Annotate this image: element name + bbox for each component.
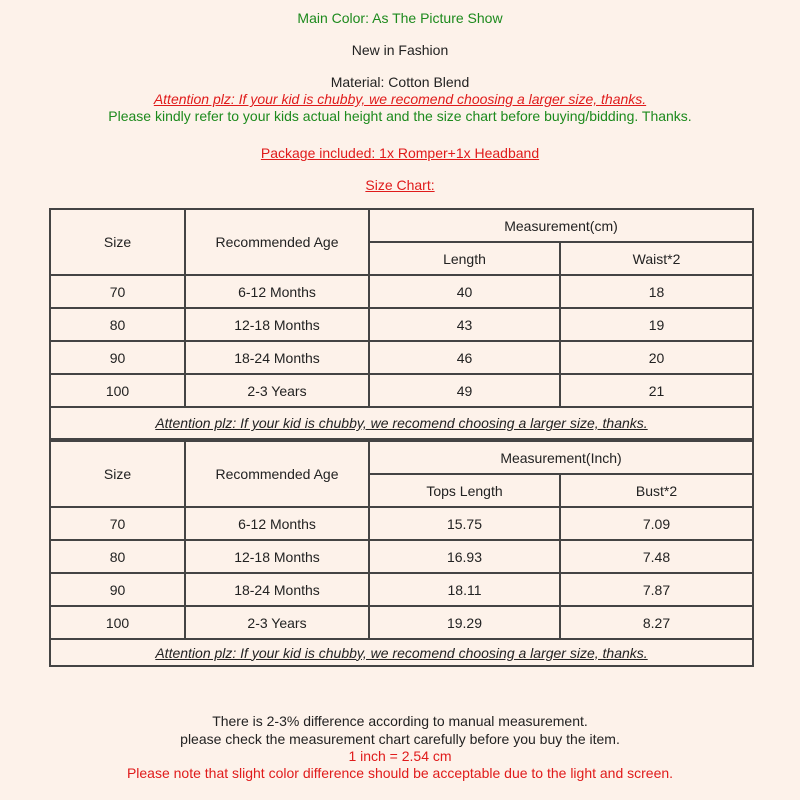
cell-age: 2-3 Years (185, 374, 369, 407)
check-note: please check the measurement chart carefully before you buy the item. (180, 731, 620, 747)
cell-age: 6-12 Months (185, 275, 369, 308)
cell-size: 80 (50, 540, 185, 573)
header-age: Recommended Age (185, 209, 369, 275)
table-row (50, 573, 753, 606)
header-age: Recommended Age (185, 441, 369, 507)
cell-length: 40 (369, 275, 560, 308)
table-row (50, 275, 753, 308)
cell-age: 18-24 Months (185, 341, 369, 374)
difference-note: There is 2-3% difference according to manual measurement. (212, 713, 588, 729)
attention-text: Attention plz: If your kid is chubby, we recomend choosing a larger size, thanks. (153, 91, 647, 107)
cell-tops-length: 19.29 (369, 606, 560, 639)
cell-age: 12-18 Months (185, 540, 369, 573)
material-text: Material: Cotton Blend (330, 74, 470, 90)
cell-size: 100 (50, 374, 185, 407)
attention-row: Attention plz: If your kid is chubby, we recomend choosing a larger size, thanks. (50, 639, 753, 666)
cell-tops-length: 18.11 (369, 573, 560, 606)
main-color-text: Main Color: As The Picture Show (297, 10, 503, 26)
cell-size: 70 (50, 507, 185, 540)
cell-waist: 20 (560, 341, 753, 374)
cell-bust: 7.09 (560, 507, 753, 540)
cell-age: 12-18 Months (185, 308, 369, 341)
attention-row: Attention plz: If your kid is chubby, we recomend choosing a larger size, thanks. (50, 407, 753, 439)
cell-waist: 21 (560, 374, 753, 407)
cell-length: 49 (369, 374, 560, 407)
size-table-inch (49, 440, 754, 667)
header-size: Size (50, 441, 185, 507)
table-row (50, 341, 753, 374)
header-waist: Waist*2 (560, 242, 753, 275)
cell-length: 46 (369, 341, 560, 374)
table-row (50, 507, 753, 540)
cell-waist: 18 (560, 275, 753, 308)
cell-size: 80 (50, 308, 185, 341)
cell-size: 100 (50, 606, 185, 639)
cell-length: 43 (369, 308, 560, 341)
cell-bust: 7.87 (560, 573, 753, 606)
cell-bust: 7.48 (560, 540, 753, 573)
header-tops-length: Tops Length (369, 474, 560, 507)
cell-age: 6-12 Months (185, 507, 369, 540)
refer-text: Please kindly refer to your kids actual height and the size chart before buying/bidding. Thanks. (108, 108, 692, 124)
cell-bust: 8.27 (560, 606, 753, 639)
header-measurement: Measurement(Inch) (369, 441, 753, 474)
color-note: Please note that slight color difference should be acceptable due to the light and screen. (126, 765, 674, 781)
size-table-cm (49, 208, 754, 440)
header-bust: Bust*2 (560, 474, 753, 507)
table-row (50, 540, 753, 573)
cell-size: 70 (50, 275, 185, 308)
size-chart-title: Size Chart: (365, 177, 435, 193)
table-row (50, 374, 753, 407)
header-size: Size (50, 209, 185, 275)
cell-age: 2-3 Years (185, 606, 369, 639)
header-length: Length (369, 242, 560, 275)
table-row (50, 606, 753, 639)
cell-tops-length: 16.93 (369, 540, 560, 573)
package-text: Package included: 1x Romper+1x Headband (260, 145, 540, 161)
cell-size: 90 (50, 341, 185, 374)
cell-size: 90 (50, 573, 185, 606)
cell-waist: 19 (560, 308, 753, 341)
header-measurement: Measurement(cm) (369, 209, 753, 242)
cell-age: 18-24 Months (185, 573, 369, 606)
cell-tops-length: 15.75 (369, 507, 560, 540)
table-row (50, 308, 753, 341)
inch-conversion: 1 inch = 2.54 cm (348, 748, 452, 764)
new-in-fashion-text: New in Fashion (351, 42, 449, 58)
